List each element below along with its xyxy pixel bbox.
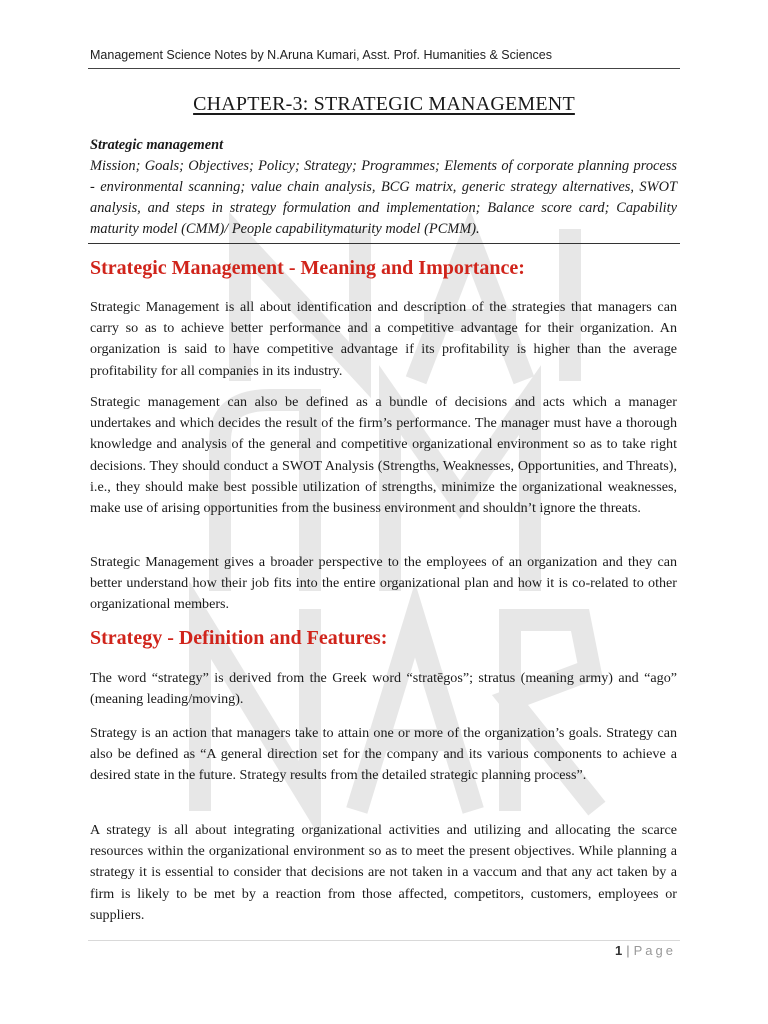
section-heading-strategy-definition: Strategy - Definition and Features:: [90, 627, 388, 649]
chapter-intro: [90, 135, 677, 240]
paragraph: Strategic management can also be defined as a bundle of decisions and acts which a manager undertakes and which decides the result of the firm’s performance. The manager must have a thorough knowledge and analysis of the general and competitive organizational environment so as to take right decisions. They should conduct a SWOT Analysis (Strengths, Weaknesses, Opportunities, and Threats), i.e., they should make best possible utilization of strengths, minimize the organizational weaknesses, make use of arising opportunities from the business environment and shouldn’t ignore the threats.: [90, 394, 677, 517]
page-number: 1: [615, 943, 623, 958]
paragraph: Strategic Management is all about identification and description of the strategies that managers can carry so as to achieve better performance and a competitive advantage for their organization. An organization is said to have competitive advantage if its profitability is higher than the average profitability for all companies in its industry.: [90, 299, 677, 379]
intro-topics: Mission; Goals; Objectives; Policy; Strategy; Programmes; Elements of corporate planning process - environmental scanning; value chain analysis, BCG matrix, generic strategy alternatives, SWOT analysis, and steps in strategy formulation and implementation; Balance score card; Capability maturity model (CMM)/ People capabilitymaturity model (PCMM).: [90, 158, 677, 237]
header-divider: [88, 68, 680, 69]
paragraph: Strategic Management gives a broader perspective to the employees of an organization and they can better understand how their job fits into the entire organizational plan and how it is co-related to other organizational members.: [90, 554, 677, 613]
footer-separator: |: [626, 943, 630, 958]
section-heading-meaning-importance: Strategic Management - Meaning and Importance:: [90, 257, 525, 279]
page-footer: [615, 943, 676, 958]
paragraph: Strategy is an action that managers take to attain one or more of the organization’s goals. Strategy can also be defined as “A general direction set for the company and its various components to achieve a desired state in the future. Strategy results from the detailed strategic planning process”.: [90, 725, 677, 784]
paragraph: The word “strategy” is derived from the Greek word “stratēgos”; stratus (meaning army) and “ago” (meaning leading/moving).: [90, 670, 677, 708]
chapter-title: CHAPTER-3: STRATEGIC MANAGEMENT: [193, 93, 575, 115]
page-label: Page: [633, 943, 676, 958]
intro-divider: [88, 243, 680, 244]
intro-heading: Strategic management: [90, 137, 224, 153]
running-header: Management Science Notes by N.Aruna Kumari, Asst. Prof. Humanities & Sciences: [90, 48, 553, 62]
footer-divider: [88, 940, 680, 941]
paragraph: A strategy is all about integrating organizational activities and utilizing and allocating the scarce resources within the organizational environment so as to meet the present objectives. While planning a strategy it is essential to consider that decisions are not taken in a vaccum and that any act taken by a firm is likely to be met by a reaction from those affected, competitors, customers, employees or suppliers.: [90, 822, 677, 923]
